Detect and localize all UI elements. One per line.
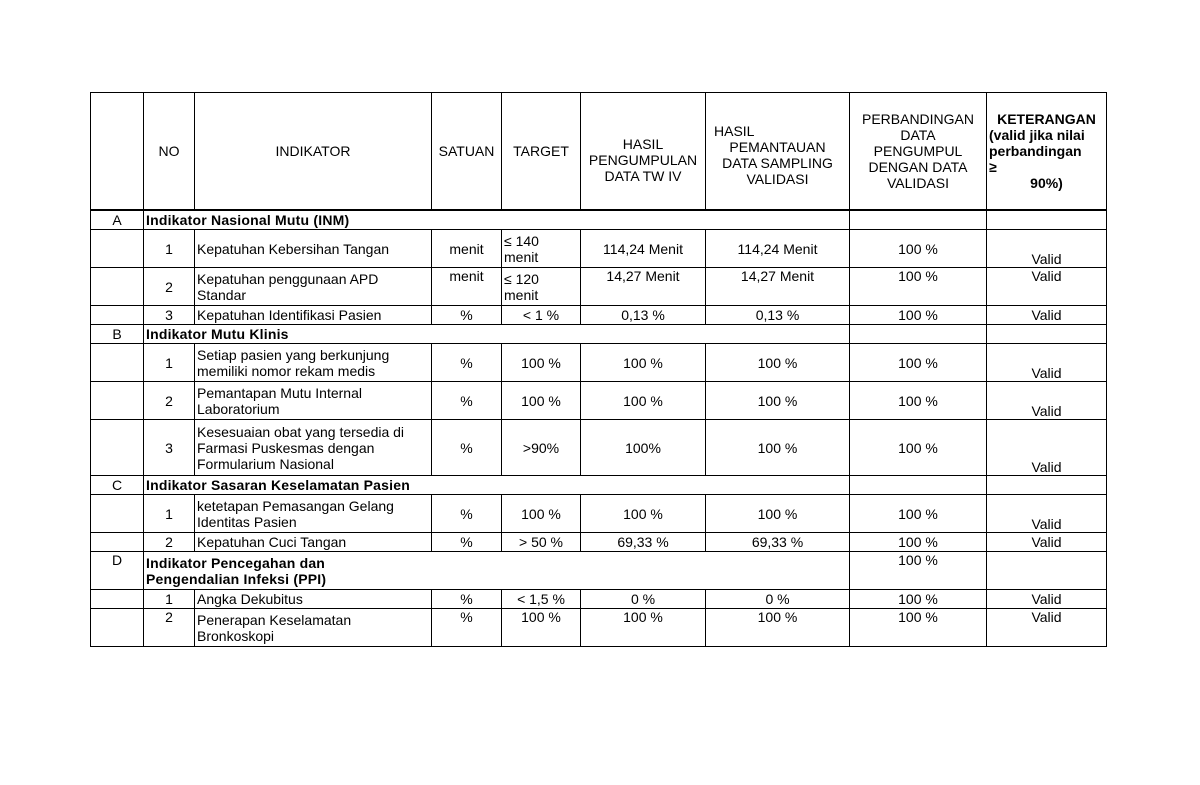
section-letter: B	[91, 325, 144, 344]
row-target: > 50 %	[502, 533, 581, 552]
header-hasil-line3: DATA TW IV	[604, 168, 682, 184]
row-keterangan: Valid	[987, 420, 1107, 476]
row-pemantauan: 100 %	[706, 495, 850, 533]
row-indikator-line1: Setiap pasien yang berkunjung	[197, 346, 390, 363]
header-keterangan-line5: 90%)	[1030, 175, 1063, 191]
row-target: 100 %	[502, 344, 581, 382]
row-hasil: 14,27 Menit	[581, 268, 706, 306]
section-perbandingan	[850, 325, 987, 344]
header-perbandingan	[850, 93, 987, 211]
table-row	[91, 420, 1107, 476]
table-row	[91, 230, 1107, 268]
row-no: 2	[144, 268, 195, 306]
row-pemantauan: 100 %	[706, 344, 850, 382]
section-name: Indikator Sasaran Keselamatan Pasien	[144, 476, 850, 495]
row-target	[502, 268, 581, 306]
header-pemantauan-line1: HASIL	[714, 123, 755, 139]
header-perbandingan-line3: PENGUMPUL	[873, 143, 963, 159]
row-keterangan: Valid	[987, 609, 1107, 647]
indikator-mutu-table	[90, 92, 1107, 647]
row-no: 2	[144, 609, 195, 647]
row-no: 2	[144, 382, 195, 420]
row-no: 1	[144, 230, 195, 268]
row-indikator: Kepatuhan Identifikasi Pasien	[195, 306, 432, 325]
section-keterangan	[987, 552, 1107, 590]
blank-cell	[91, 609, 144, 647]
row-pemantauan: 100 %	[706, 382, 850, 420]
header-row	[91, 93, 1107, 211]
row-pemantauan: 114,24 Menit	[706, 230, 850, 268]
row-target: 100 %	[502, 495, 581, 533]
row-no: 1	[144, 495, 195, 533]
blank-cell	[91, 230, 144, 268]
table-row	[91, 382, 1107, 420]
row-keterangan: Valid	[987, 382, 1107, 420]
row-perbandingan: 100 %	[850, 533, 987, 552]
row-hasil: 0,13 %	[581, 306, 706, 325]
blank-cell	[91, 533, 144, 552]
row-keterangan: Valid	[987, 590, 1107, 609]
header-keterangan	[987, 93, 1107, 211]
section-name: Indikator Nasional Mutu (INM)	[144, 210, 850, 230]
row-target: < 1,5 %	[502, 590, 581, 609]
section-letter: D	[91, 552, 144, 590]
header-hasil-line1: HASIL	[622, 136, 664, 152]
row-perbandingan: 100 %	[850, 268, 987, 306]
row-no: 3	[144, 306, 195, 325]
row-perbandingan: 100 %	[850, 382, 987, 420]
header-perbandingan-line4: DENGAN DATA	[868, 159, 968, 175]
blank-cell	[91, 344, 144, 382]
row-satuan: %	[432, 609, 502, 647]
table-row	[91, 344, 1107, 382]
section-keterangan	[987, 210, 1107, 230]
row-hasil: 100 %	[581, 382, 706, 420]
row-indikator-line2: memiliki nomor rekam medis	[197, 362, 376, 379]
row-keterangan: Valid	[987, 230, 1107, 268]
row-no: 2	[144, 533, 195, 552]
row-indikator	[195, 268, 432, 306]
row-target: 100 %	[502, 382, 581, 420]
row-indikator-line2: Identitas Pasien	[197, 513, 297, 530]
row-pemantauan: 100 %	[706, 609, 850, 647]
header-keterangan-line2: (valid jika nilai	[989, 127, 1085, 143]
section-perbandingan: 100 %	[850, 552, 987, 590]
row-perbandingan: 100 %	[850, 230, 987, 268]
header-pemantauan-line4: VALIDASI	[746, 171, 809, 187]
table-row	[91, 306, 1107, 325]
row-keterangan: Valid	[987, 268, 1107, 306]
table-row	[91, 590, 1107, 609]
row-pemantauan: 14,27 Menit	[706, 268, 850, 306]
blank-cell	[91, 268, 144, 306]
section-keterangan	[987, 325, 1107, 344]
row-no: 1	[144, 590, 195, 609]
row-indikator-line1: Kepatuhan penggunaan APD	[197, 270, 379, 287]
row-indikator-line1: Pemantapan Mutu Internal	[197, 384, 362, 401]
row-indikator-line1: ketetapan Pemasangan Gelang	[197, 497, 394, 514]
section-letter: C	[91, 476, 144, 495]
row-indikator: Kepatuhan Cuci Tangan	[195, 533, 432, 552]
section-name-line2: Pengendalian Infeksi (PPI)	[146, 570, 327, 587]
section-name: Indikator Mutu Klinis	[144, 325, 850, 344]
section-name	[144, 552, 850, 590]
row-indikator: Kepatuhan Kebersihan Tangan	[195, 230, 432, 268]
row-pemantauan: 100 %	[706, 420, 850, 476]
row-keterangan: Valid	[987, 344, 1107, 382]
header-perbandingan-line2: DATA	[900, 127, 936, 143]
row-keterangan: Valid	[987, 533, 1107, 552]
row-indikator-line2: Farmasi Puskesmas dengan	[197, 439, 375, 456]
header-pemantauan	[706, 93, 850, 211]
row-satuan: %	[432, 344, 502, 382]
row-indikator: Angka Dekubitus	[195, 590, 432, 609]
row-satuan: %	[432, 495, 502, 533]
row-pemantauan: 0 %	[706, 590, 850, 609]
section-row-c	[91, 476, 1107, 495]
row-indikator	[195, 495, 432, 533]
row-target-line2: menit	[504, 248, 539, 265]
row-indikator	[195, 382, 432, 420]
section-perbandingan	[850, 210, 987, 230]
section-letter: A	[91, 210, 144, 230]
header-indikator: INDIKATOR	[195, 93, 432, 211]
row-indikator-line1: Penerapan Keselamatan	[197, 611, 352, 628]
blank-cell	[91, 306, 144, 325]
row-perbandingan: 100 %	[850, 344, 987, 382]
row-indikator-line1: Kesesuaian obat yang tersedia di	[197, 423, 405, 440]
blank-cell	[91, 420, 144, 476]
row-indikator-line2: Bronkoskopi	[197, 627, 275, 644]
row-indikator-line2: Standar	[197, 286, 247, 303]
row-hasil: 100 %	[581, 609, 706, 647]
row-hasil: 0 %	[581, 590, 706, 609]
row-target-line1: ≤ 140	[504, 232, 539, 249]
row-satuan: %	[432, 420, 502, 476]
header-keterangan-line3: perbandingan	[989, 143, 1082, 159]
header-perbandingan-line5: VALIDASI	[887, 175, 949, 191]
row-hasil: 100%	[581, 420, 706, 476]
row-target: 100 %	[502, 609, 581, 647]
header-target: TARGET	[502, 93, 581, 211]
row-pemantauan: 0,13 %	[706, 306, 850, 325]
header-pemantauan-line3: DATA SAMPLING	[722, 155, 833, 171]
row-pemantauan: 69,33 %	[706, 533, 850, 552]
section-perbandingan	[850, 476, 987, 495]
row-target-line2: menit	[504, 286, 539, 303]
blank-cell	[91, 590, 144, 609]
row-satuan: %	[432, 590, 502, 609]
row-perbandingan: 100 %	[850, 495, 987, 533]
header-blank	[91, 93, 144, 211]
row-keterangan: Valid	[987, 495, 1107, 533]
row-target	[502, 230, 581, 268]
row-indikator	[195, 609, 432, 647]
section-row-d	[91, 552, 1107, 590]
table-row	[91, 533, 1107, 552]
row-keterangan: Valid	[987, 306, 1107, 325]
row-perbandingan: 100 %	[850, 609, 987, 647]
row-no: 3	[144, 420, 195, 476]
row-indikator-line3: Formularium Nasional	[197, 455, 334, 472]
header-keterangan-line4: ≥	[989, 159, 997, 175]
header-hasil	[581, 93, 706, 211]
row-indikator	[195, 344, 432, 382]
row-target-line1: ≤ 120	[504, 270, 539, 287]
section-row-b	[91, 325, 1107, 344]
row-satuan: %	[432, 306, 502, 325]
header-no: NO	[144, 93, 195, 211]
row-indikator-line2: Laboratorium	[197, 400, 280, 417]
row-satuan: %	[432, 382, 502, 420]
header-perbandingan-line1: PERBANDINGAN	[861, 111, 975, 127]
row-satuan: menit	[432, 230, 502, 268]
blank-cell	[91, 382, 144, 420]
row-perbandingan: 100 %	[850, 306, 987, 325]
row-target: >90%	[502, 420, 581, 476]
header-hasil-line2: PENGUMPULAN	[588, 152, 698, 168]
row-perbandingan: 100 %	[850, 590, 987, 609]
table-row	[91, 268, 1107, 306]
section-keterangan	[987, 476, 1107, 495]
row-no: 1	[144, 344, 195, 382]
row-hasil: 100 %	[581, 495, 706, 533]
row-perbandingan: 100 %	[850, 420, 987, 476]
row-satuan: menit	[432, 268, 502, 306]
table-row	[91, 495, 1107, 533]
blank-cell	[91, 495, 144, 533]
header-pemantauan-line2: PEMANTAUAN	[729, 139, 826, 155]
row-hasil: 114,24 Menit	[581, 230, 706, 268]
row-hasil: 69,33 %	[581, 533, 706, 552]
row-satuan: %	[432, 533, 502, 552]
section-row-a	[91, 210, 1107, 230]
row-indikator	[195, 420, 432, 476]
header-keterangan-line1: KETERANGAN	[997, 111, 1096, 127]
row-target: < 1 %	[502, 306, 581, 325]
row-hasil: 100 %	[581, 344, 706, 382]
table-row	[91, 609, 1107, 647]
section-name-line1: Indikator Pencegahan dan	[146, 554, 326, 571]
header-satuan: SATUAN	[432, 93, 502, 211]
